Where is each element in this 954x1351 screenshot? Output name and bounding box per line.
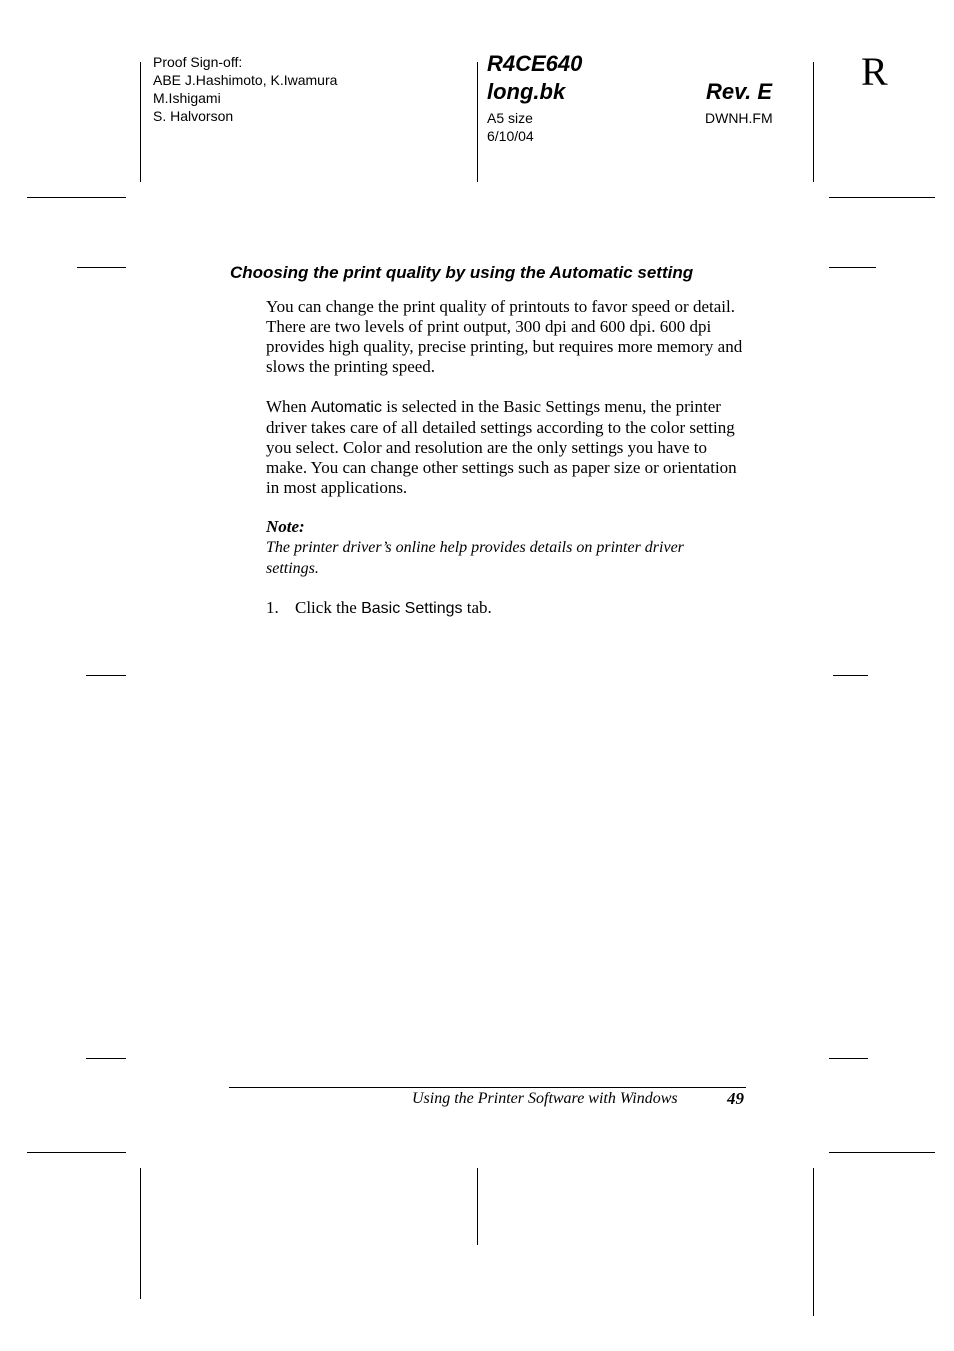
doc-code: R4CE640	[487, 51, 583, 76]
doc-date: 6/10/04	[487, 128, 534, 144]
crop-mark	[833, 675, 868, 676]
step-number: 1.	[266, 598, 279, 617]
page-size: A5 size	[487, 110, 533, 126]
crop-mark	[829, 1058, 868, 1059]
section-heading: Choosing the print quality by using the Automatic setting	[230, 263, 694, 282]
ui-term-basic-settings: Basic Settings	[361, 600, 463, 617]
note-text: The printer driver’s online help provides details on printer driver settings.	[266, 539, 684, 577]
note-block	[266, 517, 736, 579]
fm-file: DWNH.FM	[705, 110, 773, 126]
doc-info	[487, 50, 582, 106]
footer-rule	[229, 1087, 746, 1088]
proof-line: ABE J.Hashimoto, K.Iwamura	[153, 72, 338, 88]
proof-line: Proof Sign-off:	[153, 54, 243, 70]
book-file: long.bk	[487, 79, 566, 104]
crop-mark	[140, 62, 141, 182]
crop-mark	[140, 1168, 141, 1299]
paragraph-2	[266, 397, 746, 498]
crop-mark	[813, 62, 814, 182]
crop-mark	[829, 267, 876, 268]
paragraph-text: You can change the print quality of printouts to favor speed or detail. There are two levels of print output, 300 dpi and 600 dpi. 600 dpi provides high quality, precise printing, but requires more memory and slows the printing speed.	[266, 297, 743, 376]
step-1	[266, 598, 492, 619]
text-run: When	[266, 397, 311, 416]
crop-mark	[829, 197, 935, 198]
note-label: Note:	[266, 517, 305, 536]
crop-mark	[477, 1168, 478, 1245]
proof-line: M.Ishigami	[153, 90, 221, 106]
doc-meta	[487, 109, 534, 145]
proof-line: S. Halvorson	[153, 108, 234, 124]
revision: Rev. E	[706, 79, 773, 104]
paragraph-1	[266, 297, 746, 377]
proof-signoff	[153, 53, 337, 125]
text-run: tab.	[462, 598, 492, 617]
text-run: Click the	[295, 598, 362, 617]
crop-mark	[86, 1058, 126, 1059]
page-number: 49	[727, 1089, 744, 1108]
crop-mark	[27, 197, 126, 198]
crop-mark	[829, 1152, 935, 1153]
crop-mark	[77, 267, 126, 268]
text-run: is selected in the Basic Settings menu, the printer driver takes care of all detailed settings according to the color setting you select. Color and resolution are the only settings you have to make. You can change other settings such as paper size or orientation in most applications.	[266, 397, 737, 497]
crop-mark	[86, 675, 126, 676]
crop-mark	[27, 1152, 126, 1153]
ui-term-automatic: Automatic	[310, 399, 382, 416]
paragraph-text	[266, 397, 746, 498]
crop-mark	[477, 62, 478, 182]
footer-title: Using the Printer Software with Windows	[412, 1090, 678, 1107]
section-mark: R	[861, 49, 888, 94]
crop-mark	[813, 1168, 814, 1316]
